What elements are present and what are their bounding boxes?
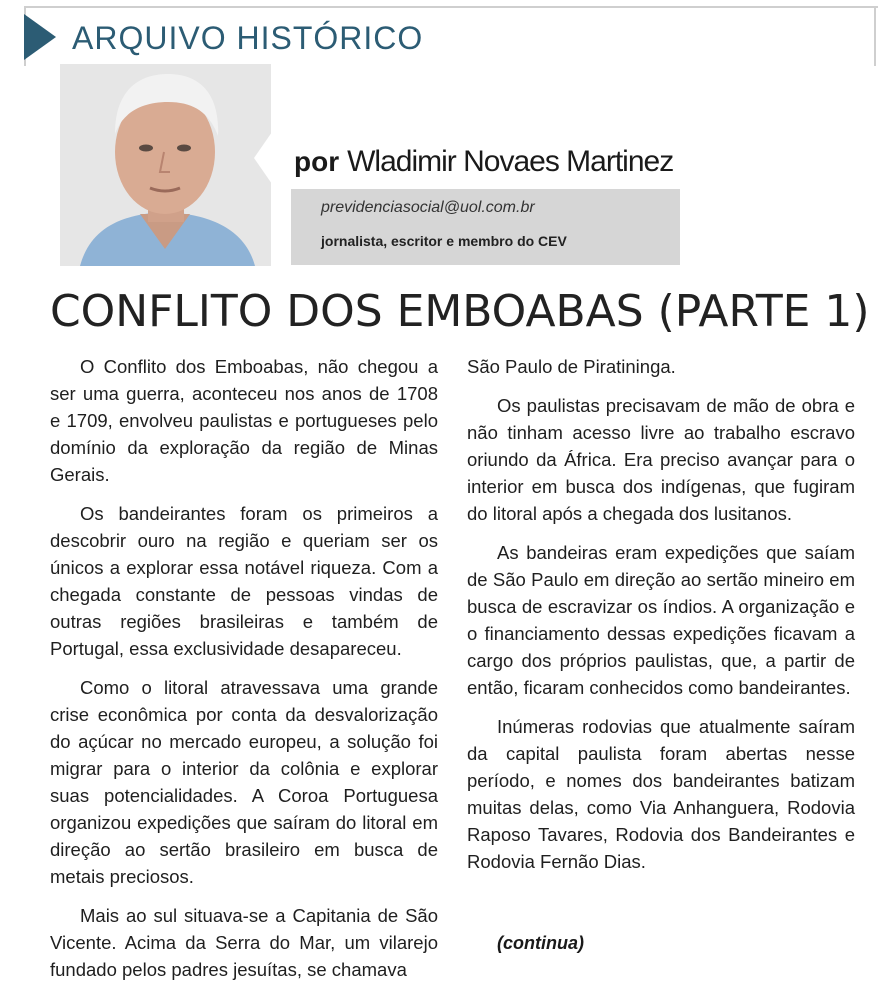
header-frame-right (874, 6, 876, 66)
author-portrait-icon (60, 64, 271, 266)
paragraph-continuation: São Paulo de Piratininga. (467, 356, 676, 377)
section-title: ARQUIVO HISTÓRICO (72, 20, 424, 56)
article-column-right (467, 353, 855, 887)
author-role: jornalista, escritor e membro do CEV (321, 233, 567, 249)
paragraph: O Conflito dos Emboabas, não chegou a ser uma guerra, aconteceu nos anos de 1708 e 1709, envolveu paulistas e portugueses pelo domínio da exploração da região de Minas Gerais. (50, 356, 438, 485)
photo-notch (254, 132, 272, 184)
paragraph: Os paulistas precisavam de mão de obra e não tinham acesso livre ao trabalho escravo oriundo da África. Era preciso avançar para o interior em busca dos indígenas, que fugiram do litoral após a chegada dos lusitanos. (467, 395, 855, 524)
paragraph: Os bandeirantes foram os primeiros a descobrir ouro na região e queriam ser os únicos a explorar essa notável riqueza. Com a chegada constante de pessoas vindas de outras regiões brasileiras e também de Portugal, essa exclusividade desapareceu. (50, 503, 438, 659)
continua-note: (continua) (497, 933, 584, 953)
paragraph: As bandeiras eram expedições que saíam de São Paulo em direção ao sertão mineiro em busca de escravizar os índios. A organização e o financiamento dessas expedições ficavam a cargo dos próprios paulistas, que, a partir de então, ficaram conhecidos como bandeirantes. (467, 542, 855, 698)
author-name: Wladimir Novaes Martinez (347, 145, 674, 178)
author-portrait (60, 64, 271, 266)
paragraph: Inúmeras rodovias que atualmente saíram da capital paulista foram abertas nesse período, e nomes dos bandeirantes batizam muitas delas, como Via Anhanguera, Rodovia Raposo Tavares, Rodovia dos Bandeirantes e Rodovia Fernão Dias. (467, 716, 855, 872)
header-frame-top (24, 6, 878, 8)
paragraph: Como o litoral atravessava uma grande crise econômica por conta da desvalorização do açúcar no mercado europeu, a solução foi migrar para o interior da colônia e explorar suas potencialidades. A Coroa Portuguesa organizou expedições que saíram do litoral em direção ao sertão brasileiro em busca de metais preciosos. (50, 677, 438, 887)
byline-prefix: por (294, 146, 340, 177)
paragraph: Mais ao sul situava-se a Capitania de São Vicente. Acima da Serra do Mar, um vilarejo fundado pelos padres jesuítas, se chamava (50, 905, 438, 980)
author-info-box (291, 189, 680, 265)
article-column-left (50, 353, 438, 980)
author-email[interactable]: previdenciasocial@uol.com.br (321, 199, 535, 216)
section-arrow-icon (24, 14, 56, 60)
article-title: CONFLITO DOS EMBOABAS (PARTE 1) (50, 286, 870, 337)
byline (294, 144, 673, 185)
